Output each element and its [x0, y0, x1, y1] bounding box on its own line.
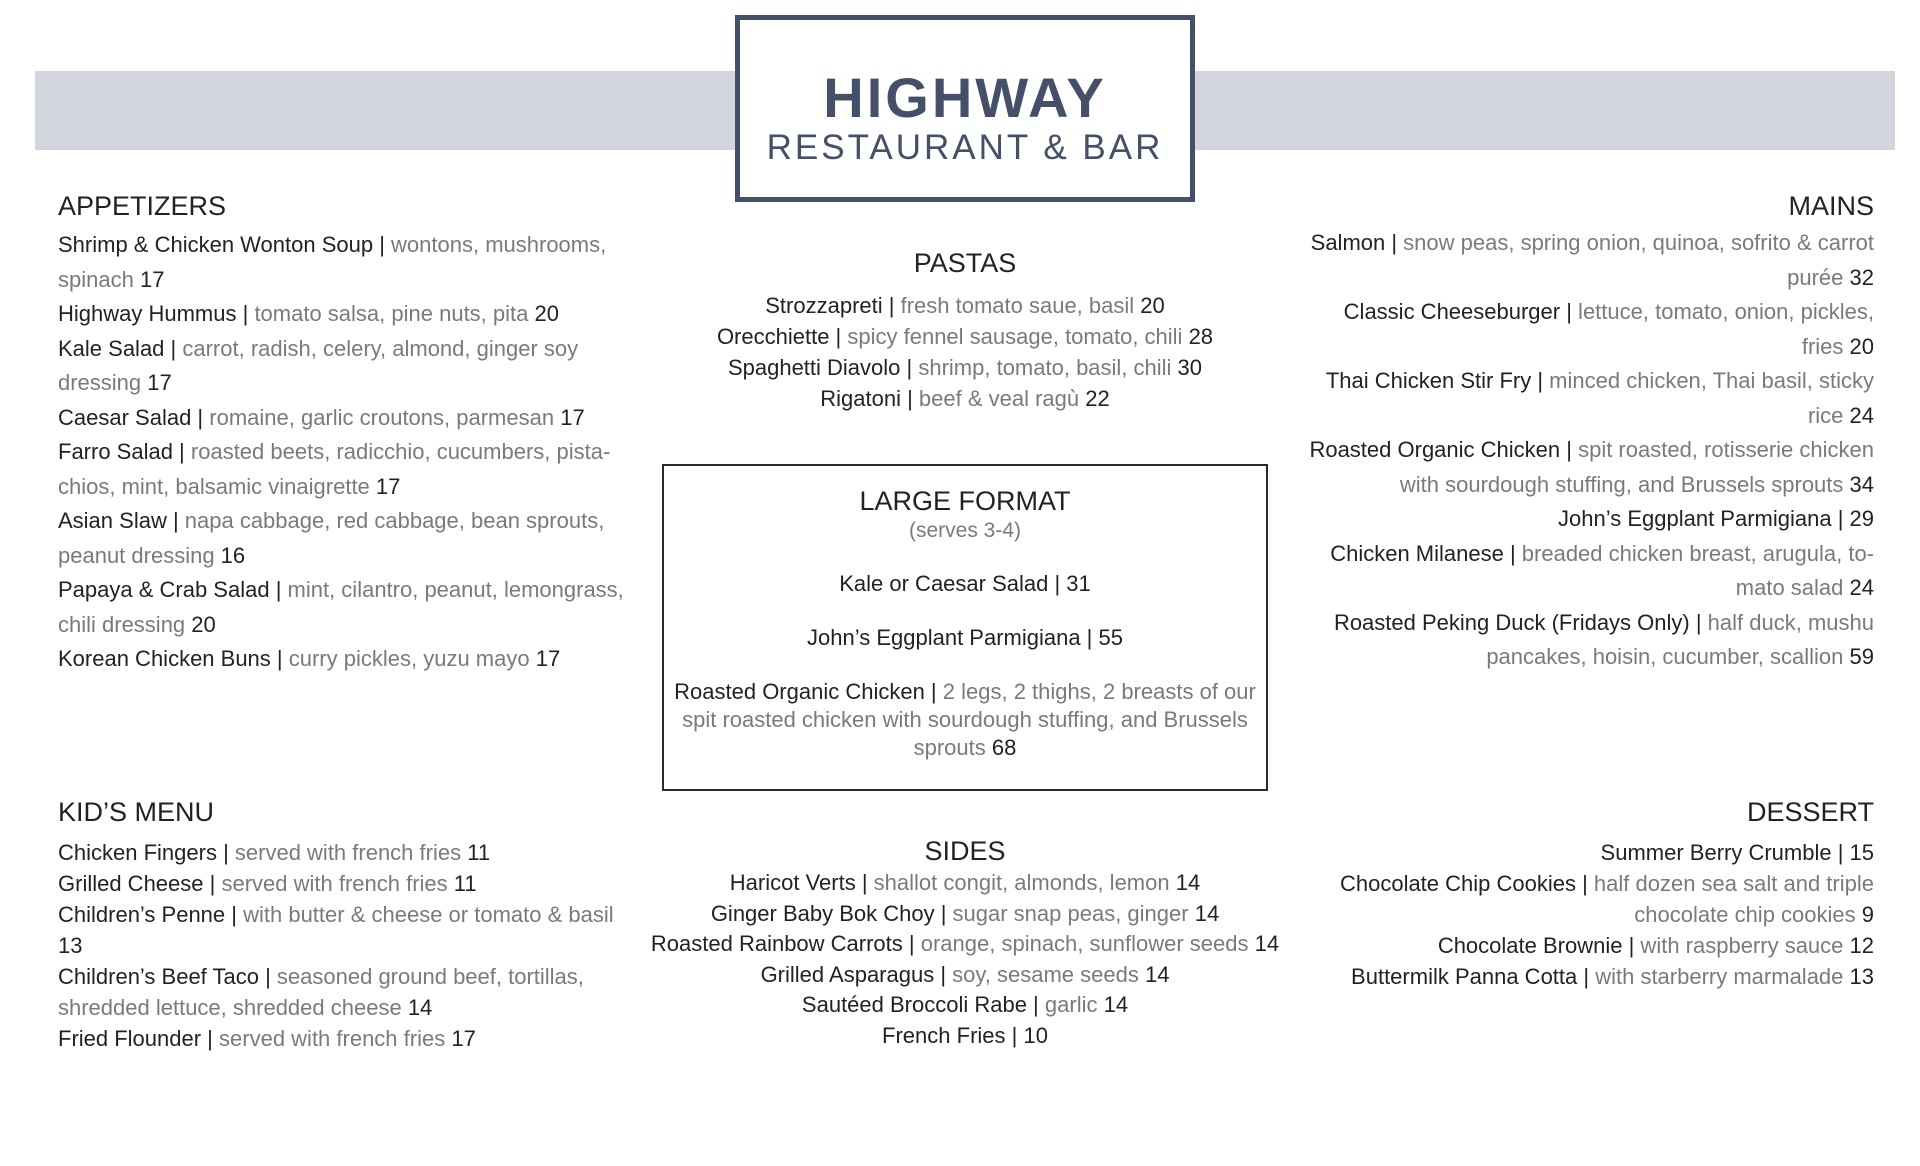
- item-description: lettuce, tomato, onion, pickles, fries: [1571, 299, 1874, 359]
- item-price: 34: [1849, 471, 1874, 497]
- item-name: Chocolate Brownie |: [1437, 933, 1635, 958]
- menu-item: [670, 352, 1260, 383]
- menu-item: [1300, 364, 1874, 433]
- item-price: 24: [1849, 575, 1874, 600]
- item-description: sugar snap peas, ginger: [946, 900, 1195, 926]
- section-title: SIDES: [924, 836, 1006, 866]
- sides-section: [630, 834, 1300, 1052]
- menu-item: [1300, 537, 1874, 606]
- item-description: napa cabbage, red cabbage, bean sprouts, peanut dressing: [58, 508, 605, 568]
- item-name: Roasted Organic Chicken |: [1309, 437, 1572, 462]
- item-price: 14: [407, 995, 433, 1020]
- item-name: Salmon |: [1310, 230, 1398, 255]
- menu-item: [630, 868, 1300, 899]
- item-price: 17: [451, 1026, 476, 1051]
- menu-item: [1300, 868, 1874, 930]
- item-description: soy, sesame seeds: [946, 961, 1145, 987]
- item-name: Ginger Baby Bok Choy |: [710, 900, 947, 926]
- item-description: curry pickles, yuzu mayo: [282, 646, 536, 671]
- item-name: French Fries | 10: [882, 1022, 1048, 1048]
- item-price: 16: [220, 542, 246, 568]
- menu-item: [670, 290, 1260, 321]
- item-price: 9: [1861, 902, 1874, 927]
- item-price: 32: [1849, 264, 1874, 290]
- item-price: 14: [1175, 870, 1201, 895]
- menu-item: [664, 624, 1266, 652]
- menu-item: [58, 899, 638, 961]
- item-name: Roasted Peking Duck (Fridays Only) |: [1333, 609, 1702, 635]
- item-description: snow peas, spring onion, quinoa, sofrito & carrot purée: [1397, 230, 1874, 290]
- menu-items: [58, 228, 638, 677]
- item-price: 17: [375, 473, 401, 499]
- item-price: 20: [534, 301, 559, 326]
- item-name: Roasted Organic Chicken |: [674, 679, 937, 704]
- menu-item: [58, 228, 638, 297]
- menu-item: [1300, 837, 1874, 868]
- menu-item: [664, 678, 1266, 762]
- menu-item: [670, 383, 1260, 414]
- item-name: Grilled Asparagus |: [760, 961, 947, 987]
- menu-item: [1300, 961, 1874, 992]
- item-price: 20: [1140, 293, 1165, 318]
- item-name: Kale Salad |: [58, 335, 177, 361]
- mains-section: [1300, 186, 1874, 675]
- appetizers-section: [58, 186, 638, 677]
- item-price: 13: [1849, 964, 1874, 989]
- item-price: 22: [1085, 386, 1110, 411]
- item-description: fresh tomato saue, basil: [894, 293, 1141, 318]
- section-title: LARGE FORMAT: [859, 486, 1071, 516]
- menu-item: [630, 929, 1300, 960]
- item-description: with starberry marmalade: [1589, 964, 1850, 989]
- item-name: Orecchiette |: [716, 324, 842, 349]
- menu-item: [630, 960, 1300, 991]
- item-description: tomato salsa, pine nuts, pita: [248, 301, 535, 326]
- item-name: Chicken Fingers |: [58, 840, 229, 865]
- item-description: spit roasted, rotisserie chicken with sourdough stuffing, and Brussels sprouts: [1399, 437, 1874, 497]
- item-description: romaine, garlic croutons, parmesan: [203, 404, 561, 430]
- item-name: Spaghetti Diavolo |: [727, 355, 913, 380]
- restaurant-logo: [735, 15, 1195, 202]
- item-description: half dozen sea salt and triple chocolate chip cookies: [1587, 871, 1874, 927]
- item-description: 2 legs, 2 thighs, 2 breasts of our spit roasted chicken with sourdough stuffing, and Brussels sprouts: [682, 679, 1256, 760]
- item-name: Korean Chicken Buns |: [58, 646, 283, 671]
- menu-items: [670, 290, 1260, 414]
- restaurant-name: HIGHWAY: [823, 66, 1107, 129]
- item-name: Papaya & Crab Salad |: [58, 577, 282, 602]
- large-format-section: [662, 464, 1268, 791]
- menu-item: [630, 1021, 1300, 1052]
- item-price: 20: [191, 611, 216, 637]
- menu-item: [630, 990, 1300, 1021]
- item-price: 17: [147, 370, 172, 395]
- item-price: 17: [560, 404, 585, 430]
- menu-item: [58, 332, 638, 401]
- item-name: Chocolate Chip Cookies |: [1339, 871, 1588, 896]
- menu-item: [58, 573, 638, 642]
- item-description: mint, cilantro, peanut, lemongrass, chili dressing: [58, 577, 624, 637]
- item-description: minced chicken, Thai basil, sticky rice: [1543, 368, 1874, 428]
- menu-item: [58, 961, 638, 1023]
- menu-item: [1300, 226, 1874, 295]
- menu-item: [58, 868, 638, 899]
- item-name: Buttermilk Panna Cotta |: [1351, 964, 1590, 989]
- item-description: served with french fries: [212, 1026, 452, 1051]
- menu-items: [58, 837, 638, 1054]
- menu-item: [630, 899, 1300, 930]
- item-description: half duck, mushu pancakes, hoisin, cucumber, scallion: [1486, 609, 1874, 669]
- item-name: Roasted Rainbow Carrots |: [650, 931, 915, 957]
- item-description: beef & veal ragù: [912, 386, 1086, 411]
- item-price: 11: [467, 840, 491, 865]
- item-price: 12: [1849, 933, 1874, 958]
- item-name: Children’s Penne |: [58, 902, 237, 927]
- menu-item: [58, 642, 638, 677]
- item-name: Haricot Verts |: [729, 870, 868, 895]
- item-price: 14: [1103, 992, 1129, 1018]
- item-description: shallot congit, almonds, lemon: [867, 870, 1176, 895]
- item-price: 14: [1254, 931, 1280, 957]
- item-price: 68: [991, 735, 1017, 760]
- item-description: roasted beets, radicchio, cucumbers, pista-chios, mint, balsamic vinaigrette: [58, 439, 611, 499]
- item-price: 28: [1188, 324, 1214, 349]
- menu-items: [630, 868, 1300, 1052]
- menu-item: [58, 837, 638, 868]
- item-description: carrot, radish, celery, almond, ginger soy dressing: [58, 335, 579, 395]
- dessert-section: [1300, 793, 1874, 992]
- menu-items: [1300, 226, 1874, 675]
- item-name: Asian Slaw |: [58, 508, 179, 533]
- menu-item: [58, 401, 638, 436]
- item-description: garlic: [1038, 992, 1104, 1018]
- item-price: 14: [1144, 961, 1170, 987]
- item-name: Shrimp & Chicken Wonton Soup |: [58, 232, 385, 257]
- menu-items: [664, 570, 1266, 762]
- item-name: Farro Salad |: [58, 439, 185, 464]
- menu-item: [58, 435, 638, 504]
- item-description: served with french fries: [228, 840, 468, 865]
- item-price: 24: [1849, 402, 1874, 428]
- section-title: DESSERT: [1746, 797, 1874, 827]
- item-description: breaded chicken breast, arugula, to-mato salad: [1515, 540, 1874, 600]
- item-description: served with french fries: [215, 871, 454, 896]
- item-description: with raspberry sauce: [1634, 933, 1850, 958]
- item-description: wontons, mushrooms, spinach: [58, 232, 607, 292]
- section-title: PASTAS: [913, 248, 1017, 278]
- item-name: John’s Eggplant Parmigiana | 29: [1558, 506, 1874, 531]
- item-price: 13: [58, 933, 83, 958]
- menu-item: [1300, 606, 1874, 675]
- item-price: 17: [139, 266, 165, 292]
- menu-item: [58, 1023, 638, 1054]
- item-price: 59: [1849, 644, 1874, 669]
- restaurant-subtitle: RESTAURANT & BAR: [766, 128, 1164, 167]
- menu-item: [1300, 930, 1874, 961]
- serves-note: (serves 3-4): [908, 519, 1022, 542]
- menu-item: [1300, 433, 1874, 502]
- item-name: Children’s Beef Taco |: [58, 964, 271, 989]
- item-name: Chicken Milanese |: [1330, 540, 1516, 566]
- item-name: Classic Cheeseburger |: [1343, 299, 1572, 324]
- item-description: seasoned ground beef, tortillas, shredded lettuce, shredded cheese: [58, 964, 584, 1020]
- section-title: APPETIZERS: [58, 191, 227, 221]
- section-title: MAINS: [1788, 191, 1874, 221]
- kids-menu-section: [58, 793, 638, 1054]
- item-price: 11: [453, 871, 477, 896]
- menu-item: [1300, 502, 1874, 537]
- section-title: KID’S MENU: [58, 797, 215, 827]
- item-name: Rigatoni |: [820, 386, 913, 411]
- item-name: Sautéed Broccoli Rabe |: [801, 992, 1039, 1018]
- item-name: Fried Flounder |: [58, 1026, 213, 1051]
- item-price: 30: [1177, 355, 1203, 380]
- item-name: Grilled Cheese |: [58, 871, 216, 896]
- menu-items: [1300, 837, 1874, 992]
- item-price: 17: [535, 646, 561, 671]
- item-name: Highway Hummus |: [58, 301, 249, 326]
- menu-item: [58, 504, 638, 573]
- item-name: Caesar Salad |: [58, 404, 204, 430]
- item-price: 20: [1849, 333, 1874, 359]
- item-description: spicy fennel sausage, tomato, chili: [841, 324, 1189, 349]
- menu-item: [58, 297, 638, 332]
- item-name: Summer Berry Crumble | 15: [1600, 840, 1874, 865]
- item-description: shrimp, tomato, basil, chili: [912, 355, 1178, 380]
- pastas-section: [670, 246, 1260, 414]
- menu-item: [664, 570, 1266, 598]
- menu-item: [670, 321, 1260, 352]
- menu-item: [1300, 295, 1874, 364]
- item-name: Thai Chicken Stir Fry |: [1325, 368, 1544, 393]
- item-name: Kale or Caesar Salad | 31: [839, 571, 1091, 596]
- item-price: 14: [1194, 900, 1220, 926]
- item-description: orange, spinach, sunflower seeds: [914, 931, 1255, 957]
- item-name: Strozzapreti |: [765, 293, 895, 318]
- item-name: John’s Eggplant Parmigiana | 55: [807, 625, 1123, 650]
- item-description: with butter & cheese or tomato & basil: [236, 902, 614, 927]
